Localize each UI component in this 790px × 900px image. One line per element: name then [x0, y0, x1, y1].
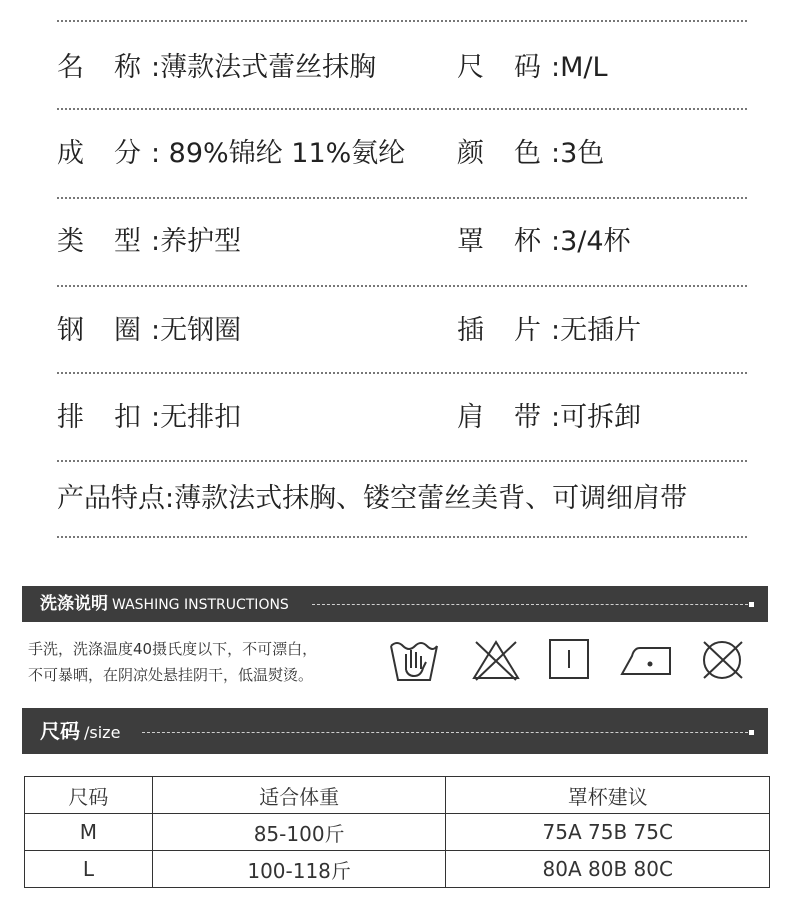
product-features: 产品特点:薄款法式抹胸、镂空蕾丝美背、可调细肩带 — [57, 483, 688, 514]
size-subtitle: /size — [84, 723, 121, 742]
table-row — [25, 814, 770, 851]
washing-instructions: 手洗，洗涤温度40摄氏度以下，不可漂白， 不可暴晒，在阴凉处悬挂阴干，低温熨烫。 — [28, 640, 318, 684]
table-cell: 80A 80B 80C — [446, 851, 770, 888]
divider — [57, 285, 747, 287]
divider — [57, 536, 747, 538]
spec-right: 尺 码 :M/L — [457, 52, 608, 83]
bar-square — [749, 730, 754, 735]
no-bleach-icon — [470, 636, 522, 684]
table-cell: M — [25, 814, 153, 851]
spec-left: 排 扣 :无排扣 — [57, 402, 242, 433]
spec-row — [57, 134, 747, 174]
size-table — [24, 776, 770, 888]
table-header: 罩杯建议 — [446, 777, 770, 814]
spec-row — [57, 48, 747, 88]
no-tumble-dry-icon — [698, 636, 748, 684]
spec-row — [57, 222, 747, 262]
spec-left: 类 型 :养护型 — [57, 226, 242, 257]
spec-right: 颜 色 :3色 — [457, 138, 605, 169]
table-cell: 85-100斤 — [152, 814, 446, 851]
hand-wash-icon — [388, 636, 440, 684]
washing-title: 洗涤说明 — [40, 594, 108, 614]
table-cell: L — [25, 851, 153, 888]
bar-square — [749, 602, 754, 607]
bar-dashes — [142, 732, 748, 733]
bar-dashes — [312, 604, 748, 605]
table-header: 适合体重 — [152, 777, 446, 814]
size-title: 尺码 — [40, 719, 80, 743]
spec-right: 插 片 :无插片 — [457, 315, 642, 346]
spec-row — [57, 398, 747, 438]
washing-subtitle: WASHING INSTRUCTIONS — [112, 597, 289, 613]
low-iron-icon — [618, 636, 674, 684]
divider — [57, 372, 747, 374]
spec-left: 成 分 : 89%锦纶 11%氨纶 — [57, 138, 406, 169]
table-header: 尺码 — [25, 777, 153, 814]
divider — [57, 197, 747, 199]
table-cell: 75A 75B 75C — [446, 814, 770, 851]
divider — [57, 460, 747, 462]
spec-right: 肩 带 :可拆卸 — [457, 402, 642, 433]
table-row — [25, 851, 770, 888]
divider — [57, 108, 747, 110]
table-header-row — [25, 777, 770, 814]
line-dry-icon — [548, 636, 592, 684]
divider — [57, 20, 747, 22]
washing-header-bar — [22, 586, 768, 622]
spec-row — [57, 311, 747, 351]
spec-left: 名 称 :薄款法式蕾丝抹胸 — [57, 52, 377, 83]
table-cell: 100-118斤 — [152, 851, 446, 888]
spec-left: 钢 圈 :无钢圈 — [57, 315, 242, 346]
spec-right: 罩 杯 :3/4杯 — [457, 226, 631, 257]
size-header-bar — [22, 708, 768, 754]
